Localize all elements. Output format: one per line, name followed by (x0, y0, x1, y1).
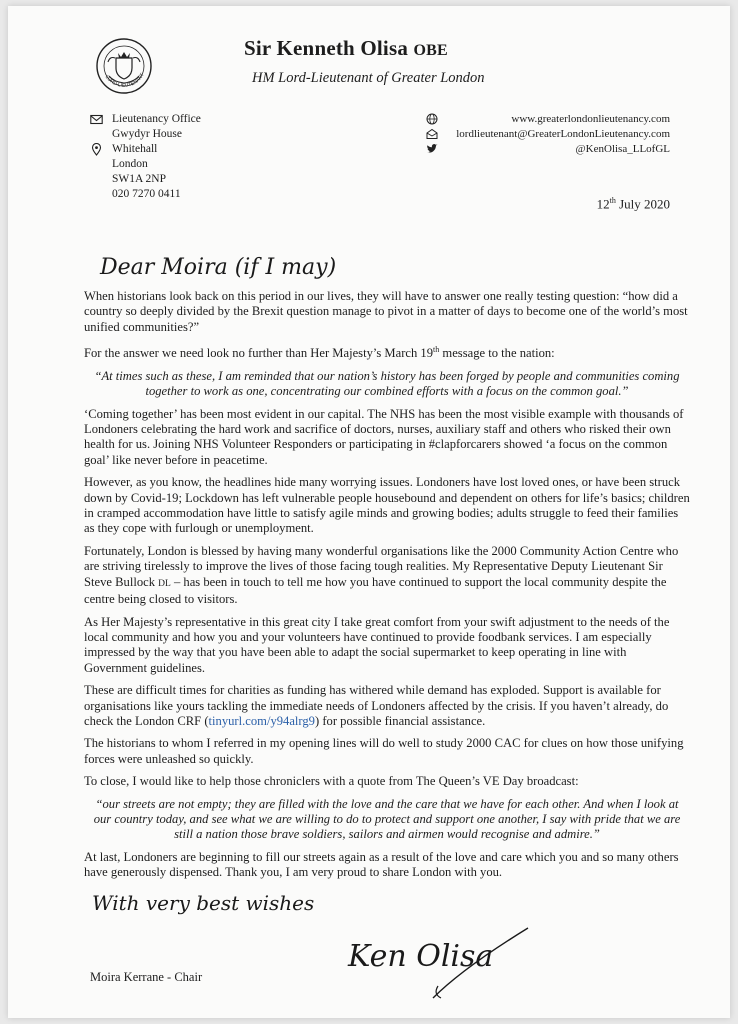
letter-date: 12th July 2020 (596, 196, 670, 212)
royal-crest-logo (94, 36, 154, 96)
handwritten-closing (90, 884, 370, 924)
paragraph-6: As Her Majesty’s representative in this great city I take great comfort from your swift adjustment to the needs of the local community and how you and your volunteers have continued to provide foodbank services. I am especially impressed by the way that you have been able to adapt the social supermarket to keep operating in line with Government guidelines. (84, 614, 670, 675)
paragraph-10: At last, Londoners are beginning to fill our streets again as a result of the love and care which you and so many others have generously dispensed. Thank you, I am very proud to share London with you. (84, 849, 679, 880)
paragraph-1: When historians look back on this period in our lives, they will have to answer one really testing question: “how did a country so deeply divided by the Brexit question manage to pivot in a matter of days to become one of the world’s most unified communities?” (84, 289, 688, 334)
paragraph-7: These are difficult times for charities as funding has withered while demand has exploded. Support is available for organisations like yours tackling the immediate needs of Londoners affected by the crisis. If you haven’t already, do check the London CRF (tinyurl.com/y94alrg9) for possible financial assistance. (84, 683, 669, 728)
crest-text: LORD-LIEUTENANT (103, 72, 146, 89)
address-line: Whitehall (90, 142, 201, 157)
email-link[interactable]: lordlieutenant@GreaterLondonLieutenancy.com (456, 128, 670, 140)
globe-icon (426, 113, 438, 125)
sender-role: HM Lord-Lieutenant of Greater London (252, 70, 485, 86)
address-phone: 020 7270 0411 (112, 188, 181, 200)
location-pin-icon (90, 143, 103, 156)
paragraph-4: However, as you know, the headlines hide many worrying issues. Londoners have lost loved ones, or have been struck down by Covid-19; Lockdown has left vulnerable people housebound and dependent on others for life’s basics; children in cramped accommodation have little to satisfy agile minds and growing bodies; adults struggle to feed their families as they cope with furlough or unemployment. (84, 475, 690, 536)
salutation-text: Dear Moira (if I may) (100, 255, 337, 280)
email-icon (426, 128, 438, 140)
quote-ve-day: “our streets are not empty; they are filled with the love and the care that we have for each other. And when I look at our country today, and see what we are willing to do to protect and support one another, I say with pride that we are still a nation those brave soldiers, sailors and airmen would recognise and admire.” (93, 796, 681, 842)
paragraph-9: To close, I would like to help those chroniclers with a quote from The Queen’s VE Day broadcast: (84, 774, 579, 789)
contact-details (456, 112, 670, 157)
envelope-icon (90, 113, 103, 126)
signature-text: Ken Olisa (348, 939, 494, 974)
sender-name-text: Sir Kenneth Olisa (244, 36, 409, 60)
office-address (90, 112, 201, 202)
letter-page (8, 6, 730, 1018)
twitter-handle[interactable]: @KenOlisa_LLofGL (575, 143, 670, 155)
address-line: London (112, 158, 148, 170)
website-link[interactable]: www.greaterlondonlieutenancy.com (511, 113, 670, 125)
handwritten-salutation (98, 246, 358, 286)
address-line: SW1A 2NP (112, 173, 166, 185)
paragraph-5: Fortunately, London is blessed by having many wonderful organisations like the 2000 Community Action Centre who are striving tirelessly to improve the lives of those facing tough realities. My Representative Deputy Lieutenant Sir Steve Bullock DL – has been in touch to tell me how you have continued to support the local community despite the centre being closed to visitors. (84, 543, 679, 607)
paragraph-3: ‘Coming together’ has been most evident in our capital. The NHS has been the most visible example with thousands of Londoners celebrating the hard work and sacrifice of doctors, nurses, auxiliary staff and others who risked their own health for us. Joining NHS Volunteer Responders or participating in #clapforcarers showed ‘a focus on the common goal’ like never before in peacetime. (84, 406, 684, 467)
closing-text: With very best wishes (92, 891, 315, 915)
quote-march-message: “At times such as these, I am reminded that our nation’s history has been forged by people and communities coming together to work as one, concentrating our combined efforts with a focus on the common goal.” (94, 368, 680, 399)
crf-link[interactable]: tinyurl.com/y94alrg9 (208, 713, 315, 728)
sender-honour: OBE (413, 42, 448, 59)
sender-name (244, 36, 448, 61)
svg-text:LORD-LIEUTENANT (104, 72, 146, 89)
paragraph-8: The historians to whom I referred in my opening lines will do well to study 2000 CAC for clues on how those unifying forces were unleashed so quickly. (84, 736, 684, 766)
recipient-line: Moira Kerrane - Chair (90, 970, 203, 984)
address-line: Lieutenancy Office (90, 112, 201, 127)
address-line: Gwydyr House (112, 128, 182, 140)
signature (338, 906, 538, 1006)
twitter-icon (426, 143, 438, 155)
letter-body (84, 289, 690, 888)
paragraph-2: For the answer we need look no further than Her Majesty’s March 19th message to the nation: (84, 345, 555, 361)
